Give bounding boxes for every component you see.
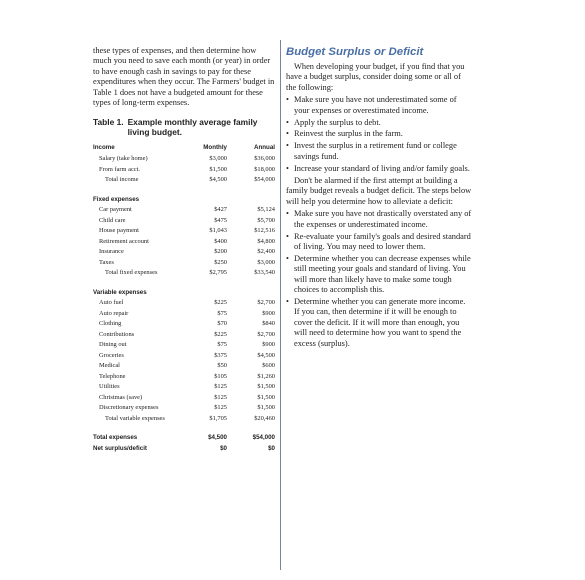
net-row-annual: $0 <box>268 444 275 452</box>
income-row-monthly: $1,500 <box>209 165 227 173</box>
fixed-row-label: Retirement account <box>99 237 149 245</box>
fixed-row-label: House payment <box>99 227 139 235</box>
fixed-row-monthly: $1,043 <box>209 227 227 235</box>
income-total-row-annual: $54,000 <box>254 176 275 184</box>
table-spacer <box>93 279 275 288</box>
variable-row-label: Dining out <box>99 341 127 349</box>
variable-row-label: Discretionary expenses <box>99 404 159 412</box>
table-caption <box>93 117 275 137</box>
variable-row <box>93 340 275 351</box>
fixed-row-annual: $5,700 <box>257 216 275 224</box>
surplus-bullet-list <box>286 95 472 174</box>
variable-row-annual: $2,700 <box>257 330 275 338</box>
variable-row <box>93 382 275 393</box>
variable-row-annual: $900 <box>262 341 275 349</box>
fixed-row-label: Taxes <box>99 258 114 266</box>
income-row-label: Salary (take home) <box>99 155 148 163</box>
table-header-row <box>93 142 275 154</box>
left-column <box>93 46 275 454</box>
fixed-row-monthly: $250 <box>214 258 227 266</box>
variable-total-row <box>93 414 275 425</box>
bullet-icon: • <box>286 209 289 219</box>
income-total-row-monthly: $4,500 <box>209 176 227 184</box>
right-column <box>286 46 472 351</box>
bullet-icon: • <box>286 163 289 173</box>
variable-row-label: Medical <box>99 362 120 370</box>
bullet-icon: • <box>286 231 289 241</box>
variable-row <box>93 372 275 383</box>
variable-row <box>93 309 275 320</box>
variable-row-monthly: $125 <box>214 383 227 391</box>
fixed-heading-row-label: Fixed expenses <box>93 195 140 203</box>
income-total-row <box>93 175 275 186</box>
table-caption-text: Example monthly average family living budget. <box>127 117 258 138</box>
variable-row <box>93 319 275 330</box>
bullet-text: Make sure you have not drastically overstated any of the expenses or underestimated income. <box>294 209 472 229</box>
total-expenses-row-label: Total expenses <box>93 434 138 442</box>
income-row <box>93 154 275 165</box>
bullet-text: Re-evaluate your family's goals and desired standard of living. You may need to lower them. <box>294 231 471 251</box>
bullet-icon: • <box>286 253 289 263</box>
variable-row-monthly: $75 <box>217 309 227 317</box>
variable-row-label: Contributions <box>99 330 135 338</box>
fixed-row-monthly: $427 <box>214 206 227 214</box>
variable-row-label: Auto repair <box>99 309 129 317</box>
variable-row-monthly: $225 <box>214 299 227 307</box>
fixed-row-label: Car payment <box>99 206 132 214</box>
total-expenses-row <box>93 433 275 444</box>
fixed-total-row <box>93 268 275 279</box>
table-spacer <box>93 186 275 195</box>
bullet-item <box>286 95 472 116</box>
bullet-text: Invest the surplus in a retirement fund or college savings fund. <box>294 141 457 161</box>
fixed-row <box>93 247 275 258</box>
variable-heading-row <box>93 288 275 299</box>
bullet-text: Increase your standard of living and/or family goals. <box>294 163 470 173</box>
fixed-heading-row <box>93 195 275 206</box>
fixed-total-row-monthly: $2,795 <box>209 269 227 277</box>
variable-row-monthly: $75 <box>217 341 227 349</box>
bullet-item <box>286 129 472 139</box>
fixed-row <box>93 216 275 227</box>
fixed-row-annual: $12,516 <box>254 227 275 235</box>
fixed-row-label: Child care <box>99 216 126 224</box>
variable-row-label: Auto fuel <box>99 299 124 307</box>
fixed-row <box>93 237 275 248</box>
variable-row <box>93 393 275 404</box>
bullet-icon: • <box>286 297 289 307</box>
fixed-row-annual: $3,000 <box>257 258 275 266</box>
income-row-annual: $18,000 <box>254 165 275 173</box>
deficit-bullet-list <box>286 209 472 349</box>
variable-row-monthly: $105 <box>214 372 227 380</box>
variable-row-monthly: $50 <box>217 362 227 370</box>
fixed-row <box>93 226 275 237</box>
variable-row-label: Utilities <box>99 383 120 391</box>
variable-row-monthly: $70 <box>217 320 227 328</box>
variable-row <box>93 361 275 372</box>
bullet-item <box>286 141 472 162</box>
variable-row-annual: $1,500 <box>257 383 275 391</box>
column-divider <box>280 40 281 570</box>
income-row-annual: $36,000 <box>254 155 275 163</box>
variable-row-annual: $1,500 <box>257 404 275 412</box>
income-row-label: From farm acct. <box>99 165 140 173</box>
header-income: Income <box>93 144 115 152</box>
income-row <box>93 165 275 176</box>
bullet-icon: • <box>286 141 289 151</box>
variable-total-row-label: Total variable expenses <box>105 414 165 422</box>
variable-row-monthly: $125 <box>214 393 227 401</box>
variable-row-annual: $4,500 <box>257 351 275 359</box>
variable-heading-row-label: Variable expenses <box>93 288 147 296</box>
net-row <box>93 444 275 455</box>
variable-row <box>93 298 275 309</box>
surplus-intro-paragraph: When developing your budget, if you find that you have a budget surplus, consider doing some or all of the following: <box>286 62 465 92</box>
variable-row <box>93 403 275 414</box>
variable-row-label: Groceries <box>99 351 124 359</box>
variable-total-row-annual: $20,460 <box>254 414 275 422</box>
variable-row-annual: $600 <box>262 362 275 370</box>
fixed-total-row-annual: $33,540 <box>254 269 275 277</box>
fixed-row-monthly: $475 <box>214 216 227 224</box>
variable-row <box>93 351 275 362</box>
variable-row-label: Clothing <box>99 320 122 328</box>
variable-row-annual: $1,500 <box>257 393 275 401</box>
bullet-item <box>286 118 472 128</box>
fixed-row-annual: $5,124 <box>257 206 275 214</box>
income-row-monthly: $3,000 <box>209 155 227 163</box>
total-expenses-row-monthly: $4,500 <box>208 434 227 442</box>
variable-row-annual: $840 <box>262 320 275 328</box>
bullet-text: Determine whether you can generate more income. If you can, then determine if it will be enough to cover the deficit. If it will more than enough, you will need to determine how you want to spend the excess (surplus). <box>294 297 466 348</box>
bullet-text: Reinvest the surplus in the farm. <box>294 129 403 139</box>
income-total-row-label: Total income <box>105 176 139 184</box>
bullet-icon: • <box>286 129 289 139</box>
net-row-monthly: $0 <box>220 444 227 452</box>
fixed-row-annual: $2,400 <box>257 248 275 256</box>
variable-row-label: Christmas (save) <box>99 393 143 401</box>
variable-row-label: Telephone <box>99 372 126 380</box>
header-monthly: Monthly <box>203 144 227 152</box>
deficit-intro-paragraph: Don't be alarmed if the first attempt at building a family budget reveals a budget deficit. The steps below will help you determine how to alleviate a deficit: <box>286 176 472 206</box>
fixed-row-monthly: $400 <box>214 237 227 245</box>
variable-row-monthly: $375 <box>214 351 227 359</box>
variable-row-monthly: $125 <box>214 404 227 412</box>
section-heading: Budget Surplus or Deficit <box>286 46 424 58</box>
fixed-row <box>93 258 275 269</box>
bullet-item <box>286 164 472 174</box>
net-row-label: Net surplus/deficit <box>93 444 147 452</box>
fixed-total-row-label: Total fixed expenses <box>105 269 158 277</box>
bullet-text: Make sure you have not underestimated some of your expenses or overestimated income. <box>294 95 457 115</box>
total-expenses-row-annual: $54,000 <box>252 434 275 442</box>
fixed-row <box>93 205 275 216</box>
table-spacer <box>93 424 275 433</box>
bullet-item <box>286 297 472 349</box>
fixed-row-monthly: $200 <box>214 248 227 256</box>
variable-row-annual: $2,700 <box>257 299 275 307</box>
header-annual: Annual <box>254 144 275 152</box>
bullet-item <box>286 254 472 296</box>
variable-row-annual: $900 <box>262 309 275 317</box>
variable-row <box>93 330 275 341</box>
variable-row-annual: $1,260 <box>257 372 275 380</box>
bullet-icon: • <box>286 117 289 127</box>
fixed-row-label: Insurance <box>99 248 124 256</box>
table-caption-number: Table 1. <box>93 117 124 128</box>
variable-total-row-monthly: $1,705 <box>209 414 227 422</box>
bullet-item <box>286 232 472 253</box>
budget-table <box>93 142 275 454</box>
left-intro-paragraph: these types of expenses, and then determine how much you need to save each month (or year) in order to have enough cash in savings to pay for these expenditures when they occur. The Farmers' budget in Table 1 does not have a budgeted amount for these types of long-term expenses. <box>93 46 275 108</box>
fixed-row-annual: $4,800 <box>257 237 275 245</box>
bullet-item <box>286 209 472 230</box>
bullet-text: Apply the surplus to debt. <box>294 117 381 127</box>
variable-row-monthly: $225 <box>214 330 227 338</box>
bullet-icon: • <box>286 95 289 105</box>
bullet-text: Determine whether you can decrease expenses while still meeting your goals and standard of living. You will more than likely have to make some tough choices to accomplish this. <box>294 253 471 295</box>
